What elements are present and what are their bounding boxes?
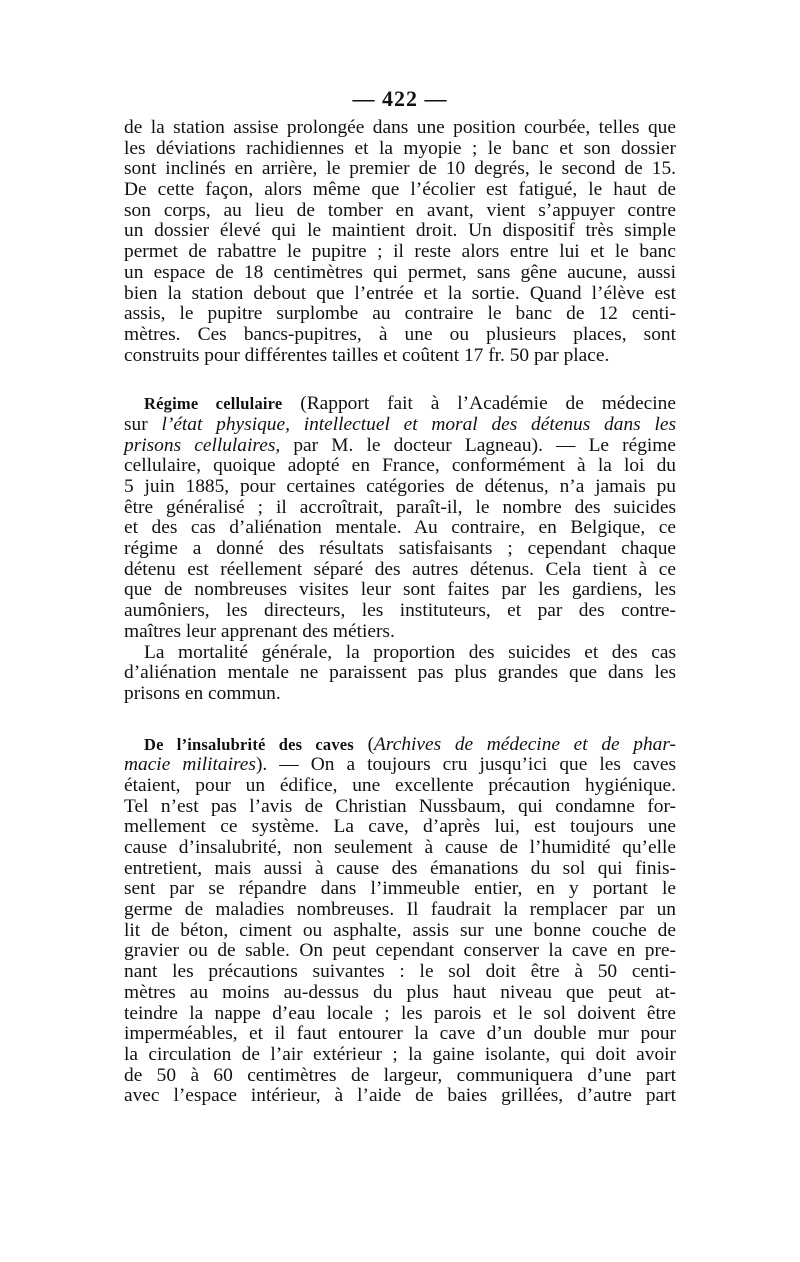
text-line: mellement ce système. La cave, d’après lui, est toujours une <box>124 816 676 838</box>
italic-title: Archives de médecine et de phar- <box>374 733 676 755</box>
text-line <box>124 436 676 457</box>
text-line: permet de rabattre le pupitre ; il reste alors entre lui et le banc <box>124 241 676 263</box>
italic-title: l’état physique, intellectuel et moral des détenus dans les <box>161 413 676 435</box>
text-line: imperméables, et il faut entourer la cave d’un double mur pour <box>124 1023 676 1045</box>
italic-title: prisons cellulaires <box>124 434 276 456</box>
section-spacer <box>124 705 676 735</box>
text-line <box>124 415 676 436</box>
text-line: De cette façon, alors même que l’écolier est fatigué, le haut de <box>124 179 676 201</box>
text-line: Tel n’est pas l’avis de Christian Nussbaum, qui condamne for- <box>124 795 676 817</box>
text-line: la circulation de l’air extérieur ; la gaine isolante, qui doit avoir <box>124 1043 676 1065</box>
section-heading: De l’insalubrité des caves <box>144 734 354 754</box>
text-line: de 50 à 60 centimètres de largeur, communiquera d’une part <box>124 1064 676 1086</box>
text-run: , par M. le docteur Lagneau). — Le régime <box>275 434 676 456</box>
text-run: (Rapport fait à l’Académie de médecine <box>282 393 676 415</box>
text-run: ( <box>353 733 375 755</box>
text-line: lit de béton, ciment ou asphalte, assis sur une bonne couche de <box>124 919 676 941</box>
text-line: cause d’insalubrité, non seulement à cause de l’humidité qu’elle <box>124 837 676 858</box>
text-line: La mortalité générale, la proportion des suicides et des cas <box>144 641 676 663</box>
text-line <box>124 755 676 776</box>
italic-title: macie militaires <box>124 754 256 776</box>
section-insalubrite-caves <box>124 735 676 1107</box>
section-heading: Régime cellulaire <box>144 394 283 414</box>
text-line: avec l’espace intérieur, à l’aide de baies grillées, d’autre part <box>124 1085 676 1107</box>
text-line: de la station assise prolongée dans une position courbée, telles que <box>124 117 676 138</box>
text-line: maîtres leur apprenant des métiers. <box>124 620 395 642</box>
text-line: un dossier élevé qui le maintient droit. Un dispositif très simple <box>124 220 676 242</box>
text-line: et des cas d’aliénation mentale. Au contraire, en Belgique, ce <box>124 517 676 539</box>
text-line: sont inclinés en arrière, le premier de 10 degrés, le second de 15. <box>124 158 676 180</box>
text-line: construits pour différentes tailles et coûtent 17 fr. 50 par place. <box>124 344 610 366</box>
text-line: mètres. Ces bancs-pupitres, à une ou plusieurs places, sont <box>124 323 676 345</box>
text-line: être généralisé ; il accroîtrait, paraît-il, le nombre des suicides <box>124 496 676 518</box>
text-line: sent par se répandre dans l’immeuble entier, en y portant le <box>124 878 676 900</box>
text-line: que de nombreuses visites leur sont faites par les gardiens, les <box>124 579 676 601</box>
page-number: — 422 — <box>352 86 448 111</box>
text-line <box>124 735 676 756</box>
text-line: germe de maladies nombreuses. Il faudrait la remplacer par un <box>124 899 676 921</box>
text-line: gravier ou de sable. On peut cependant conserver la cave en pre- <box>124 940 676 962</box>
text-line: 5 juin 1885, pour certaines catégories de détenus, n’a jamais pu <box>124 476 676 497</box>
text-line: un espace de 18 centimètres qui permet, sans gêne aucune, aussi <box>124 261 676 283</box>
text-line: mètres au moins au-dessus du plus haut niveau que peut at- <box>124 981 676 1003</box>
text-line: les déviations rachidiennes et la myopie ; le banc et son dossier <box>124 137 676 159</box>
text-line: d’aliénation mentale ne paraissent pas plus grandes que dans les <box>124 662 676 684</box>
text-run: ). — On a toujours cru jusqu’ici que les caves <box>255 754 677 776</box>
text-line: assis, le pupitre surplombe au contraire le banc de 12 centi- <box>124 303 676 325</box>
text-line: prisons en commun. <box>124 682 281 704</box>
section-spacer <box>124 366 676 394</box>
text-line: aumôniers, les directeurs, les instituteurs, et par des contre- <box>124 600 676 622</box>
text-line: cellulaire, quoique adopté en France, conformément à la loi du <box>124 455 676 477</box>
paragraph-continuation <box>124 118 676 366</box>
text-column <box>124 118 676 1107</box>
text-line: son corps, au lieu de tomber en avant, vient s’appuyer contre <box>124 199 676 221</box>
text-line: bien la station debout que l’entrée et la sortie. Quand l’élève est <box>124 282 676 304</box>
text-line: détenu est réellement séparé des autres détenus. Cela tient à ce <box>124 558 676 580</box>
section-regime-cellulaire <box>124 394 676 704</box>
text-run: sur <box>124 413 162 435</box>
text-line <box>124 394 676 415</box>
text-line: étaient, pour un édifice, une excellente précaution hygiénique. <box>124 774 676 796</box>
text-line: nant les précautions suivantes : le sol doit être à 50 centi- <box>124 961 676 983</box>
text-line: régime a donné des résultats satisfaisants ; cependant chaque <box>124 538 676 560</box>
text-line: entretient, mais aussi à cause des émanations du sol qui finis- <box>124 857 676 879</box>
text-line: teindre la nappe d’eau locale ; les parois et le sol doivent être <box>124 1002 676 1024</box>
